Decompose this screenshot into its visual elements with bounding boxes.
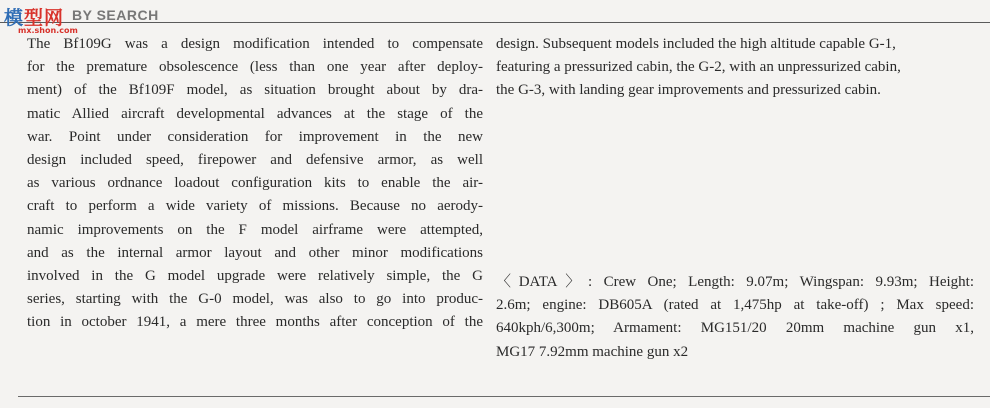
article-right-column: [496, 33, 974, 103]
watermark-char-1: 模: [4, 7, 25, 29]
text-line: namic improvements on the F model airframe were attempted,: [27, 221, 483, 238]
aircraft-data-block: [496, 271, 974, 364]
text-line: and as the internal armor layout and other minor modifications: [27, 244, 483, 261]
text-line: as various ordnance loadout configuration kits to enable the air-: [27, 175, 483, 192]
article-left-column: [27, 33, 483, 334]
watermark-char-3: 网: [44, 7, 65, 29]
watermark-char-2: 型: [24, 7, 45, 29]
text-line: involved in the G model upgrade were relatively simple, the G: [27, 267, 483, 284]
text-line: design. Subsequent models included the high altitude capable G-1,: [496, 36, 896, 52]
text-line: matic Allied aircraft developmental advances at the stage of the: [27, 105, 483, 122]
data-line: 〈DATA〉: Crew One; Length: 9.07m; Wingspan: 9.93m; Height:: [496, 274, 974, 290]
text-line: The Bf109G was a design modification intended to compensate: [27, 36, 483, 52]
text-line: for the premature obsolescence (less than one year after deploy-: [27, 59, 483, 76]
text-line: featuring a pressurized cabin, the G-2, with an unpressurized cabin,: [496, 59, 901, 76]
text-line: design included speed, firepower and defensive armor, as well: [27, 151, 483, 168]
text-line: ment) of the Bf109F model, as situation brought about by dra-: [27, 82, 483, 99]
data-line: 640kph/6,300m; Armament: MG151/20 20mm machine gun x1,: [496, 320, 974, 337]
text-line: war. Point under consideration for improvement in the new: [27, 128, 483, 145]
text-line: craft to perform a wide variety of missions. Because no aerody-: [27, 198, 483, 215]
data-line: 2.6m; engine: DB605A (rated at 1,475hp at take-off) ; Max speed:: [496, 297, 974, 314]
data-line: MG17 7.92mm machine gun x2: [496, 343, 689, 360]
bottom-rule: [18, 396, 990, 397]
watermark-english: BY SEARCH: [72, 7, 159, 23]
text-line: series, starting with the G-0 model, was also to go into produc-: [27, 291, 483, 308]
site-watermark-logo: [2, 2, 162, 35]
text-line: the G-3, with landing gear improvements and pressurized cabin.: [496, 82, 881, 99]
watermark-url: mx.shon.com: [18, 26, 78, 35]
text-line: tion in october 1941, a mere three months after conception of the: [27, 314, 483, 331]
